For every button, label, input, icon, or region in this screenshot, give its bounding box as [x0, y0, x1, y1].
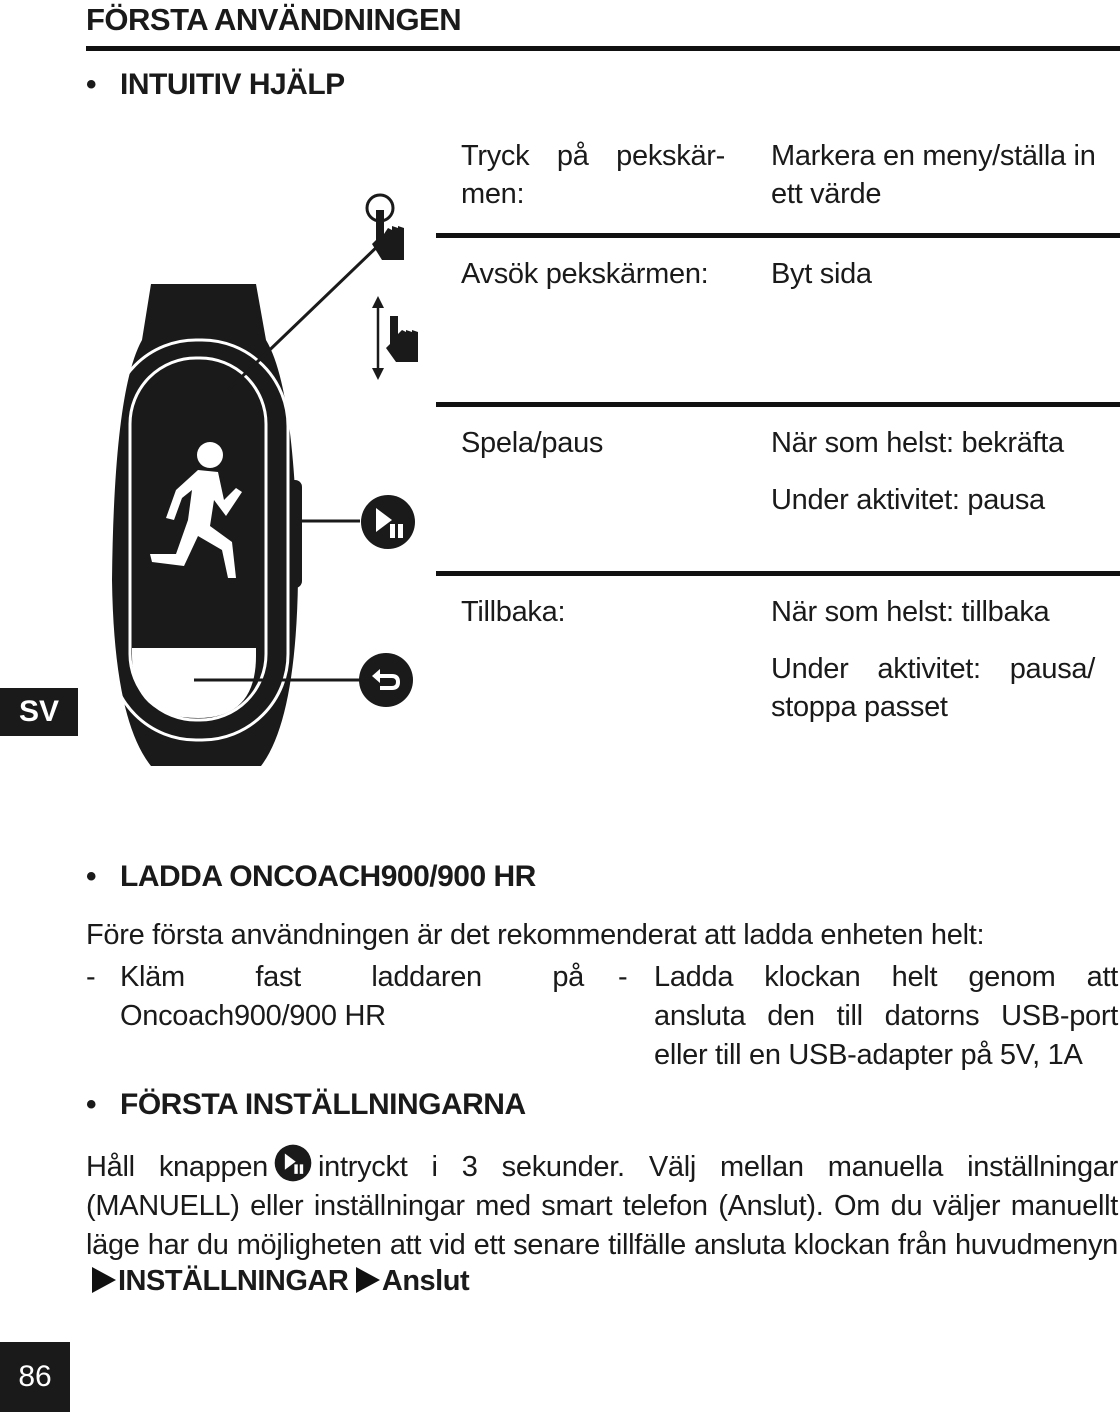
list-dash: - — [618, 961, 628, 993]
table-cell-action: Avsök pekskärmen: — [461, 258, 709, 290]
list-item-line: eller till en USB-adapter på 5V, 1A — [654, 1039, 1083, 1071]
table-cell-action: Tillbaka: — [461, 596, 566, 628]
page-number: 86 — [0, 1342, 70, 1412]
description-line: ett värde — [771, 178, 882, 210]
description-line: Under aktivitet: pausa/ — [771, 653, 1095, 685]
play-pause-icon — [360, 494, 416, 550]
bullet: • — [86, 68, 97, 101]
settings-paragraph — [86, 1144, 1118, 1265]
table-cell-action: Spela/paus — [461, 427, 604, 459]
table-divider — [436, 233, 1120, 238]
table-cell-action — [461, 137, 725, 213]
table-cell-description: När som helst: bekräfta — [771, 427, 1064, 459]
tap-finger-icon — [362, 192, 410, 264]
list-dash: - — [86, 961, 96, 993]
description-line: stoppa passet — [771, 691, 948, 723]
list-item — [120, 958, 584, 1036]
title-rule — [86, 46, 1120, 51]
list-item-line: Kläm fast laddaren på — [120, 961, 584, 993]
paragraph-line: Håll knappen intryckt i 3 sekunder. Välj mellan manuella inställningar — [86, 1144, 1118, 1187]
table-divider — [436, 402, 1120, 407]
arrow-right-icon — [92, 1267, 116, 1293]
table-divider — [436, 571, 1120, 576]
table-cell-description: Byt sida — [771, 258, 872, 290]
section-title: LADDA ONCOACH900/900 HR — [120, 860, 536, 893]
bullet: • — [86, 1088, 97, 1121]
menu-path-item: Anslut — [381, 1265, 470, 1297]
paragraph-line: läge har du möjligheten att vid ett senare tillfälle ansluta klockan från huvudmenyn — [86, 1229, 1118, 1261]
paragraph-line: (MANUELL) eller inställningar med smart telefon (Anslut). Om du väljer manuellt — [86, 1190, 1118, 1222]
settings-menu-path — [92, 1262, 469, 1301]
list-item-line: Ladda klockan helt genom att — [654, 961, 1118, 993]
action-line: men: — [461, 178, 525, 210]
bullet: • — [86, 860, 97, 893]
play-pause-icon — [274, 1144, 312, 1182]
page-title: FÖRSTA ANVÄNDNINGEN — [86, 2, 462, 37]
section-heading-first-settings — [86, 1088, 526, 1122]
table-cell-description — [771, 137, 1111, 213]
action-line: Tryck på pekskär- — [461, 140, 725, 172]
section-title: FÖRSTA INSTÄLLNINGARNA — [120, 1088, 526, 1121]
arrow-right-icon — [356, 1267, 380, 1293]
swipe-finger-icon — [366, 294, 422, 384]
menu-path-item: INSTÄLLNINGAR — [118, 1265, 349, 1297]
list-item-line: ansluta den till datorns USB-port — [654, 1000, 1118, 1032]
section-heading-intuitive-help — [86, 68, 345, 102]
charging-intro: Före första användningen är det rekommenderat att ladda enheten helt: — [86, 919, 985, 951]
table-cell-description — [771, 650, 1095, 726]
table-cell-description: När som helst: tillbaka — [771, 596, 1050, 628]
list-item — [654, 958, 1118, 1075]
list-item-line: Oncoach900/900 HR — [120, 1000, 386, 1032]
section-title: INTUITIV HJÄLP — [120, 68, 345, 101]
section-heading-charging — [86, 860, 536, 894]
table-cell-description: Under aktivitet: pausa — [771, 484, 1045, 516]
back-icon — [358, 652, 414, 708]
description-line: Markera en meny/ställa in — [771, 140, 1096, 172]
language-tab: SV — [0, 688, 78, 736]
